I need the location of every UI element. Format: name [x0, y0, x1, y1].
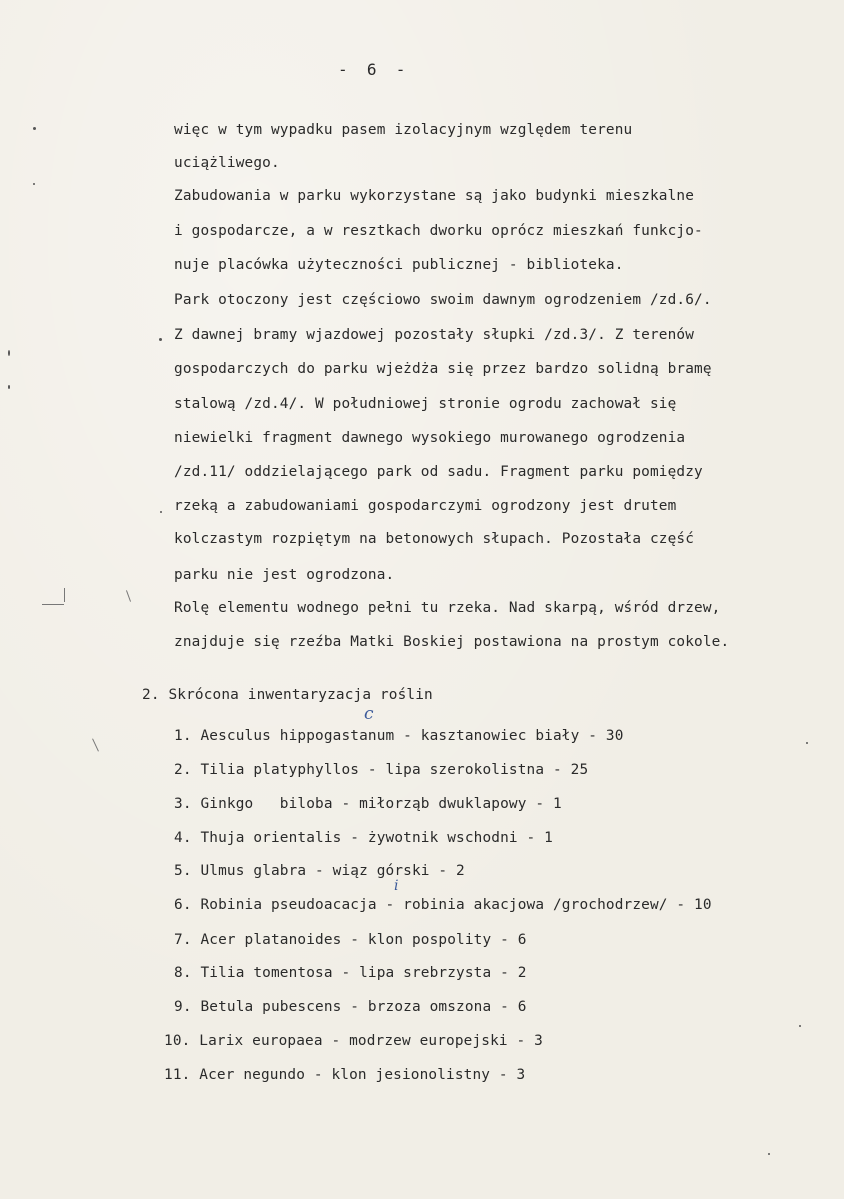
scan-speck [8, 350, 10, 356]
scan-scratch [64, 588, 65, 602]
scan-speck [8, 385, 10, 389]
paragraph-line: kolczastym rozpiętym na betonowych słupach. Pozostała część [174, 531, 695, 547]
list-item: 9. Betula pubescens - brzoza omszona - 6 [174, 999, 527, 1015]
paragraph-line: uciążliwego. [174, 155, 280, 171]
list-item: 4. Thuja orientalis - żywotnik wschodni - 1 [174, 830, 553, 846]
scan-speck [768, 1153, 770, 1155]
section-heading: 2. Skrócona inwentaryzacja roślin [142, 687, 433, 703]
paragraph-line: parku nie jest ogrodzona. [174, 567, 395, 583]
list-item: 8. Tilia tomentosa - lipa srebrzysta - 2 [174, 965, 527, 981]
paragraph-line: Rolę elementu wodnego pełni tu rzeka. Nad skarpą, wśród drzew, [174, 600, 721, 616]
paragraph-line: Park otoczony jest częściowo swoim dawnym ogrodzeniem /zd.6/. [174, 292, 712, 308]
scan-speck [799, 1025, 801, 1027]
scan-speck [806, 742, 808, 744]
paragraph-line: nuje placówka użyteczności publicznej - biblioteka. [174, 257, 624, 273]
paragraph-line: i gospodarcze, a w resztkach dworku oprócz mieszkań funkcjo- [174, 223, 703, 239]
paragraph-line: Z dawnej bramy wjazdowej pozostały słupki /zd.3/. Z terenów [174, 327, 695, 343]
list-item: 2. Tilia platyphyllos - lipa szerokolistna - 25 [174, 762, 589, 778]
scan-scratch [92, 738, 99, 751]
paragraph-line: gospodarczych do parku wjeżdża się przez bardzo solidną bramę [174, 361, 712, 377]
list-item: 6. Robinia pseudoacacja - robinia akacjowa /grochodrzew/ - 10 [174, 897, 712, 913]
paragraph-line: /zd.11/ oddzielającego park od sadu. Fragment parku pomiędzy [174, 464, 703, 480]
list-item: 10. Larix europaea - modrzew europejski - 3 [164, 1033, 543, 1049]
handwritten-correction-c: c [364, 704, 374, 724]
scan-speck [33, 183, 35, 185]
list-item: 3. Ginkgo biloba - miłorząb dwuklapowy - 1 [174, 796, 562, 812]
scan-scratch [126, 590, 131, 602]
scan-scratch [42, 604, 64, 605]
paragraph-line: znajduje się rzeźba Matki Boskiej postawiona na prostym cokole. [174, 634, 730, 650]
paragraph-line: więc w tym wypadku pasem izolacyjnym względem terenu [174, 122, 633, 138]
list-item: 1. Aesculus hippogastanum - kasztanowiec biały - 30 [174, 728, 624, 744]
handwritten-correction-i: i [394, 878, 399, 894]
scan-speck [159, 338, 162, 341]
scan-speck [33, 127, 36, 130]
paragraph-line: Zabudowania w parku wykorzystane są jako budynki mieszkalne [174, 188, 695, 204]
list-item: 5. Ulmus glabra - wiąz górski - 2 [174, 863, 465, 879]
page-number: - 6 - [338, 60, 406, 79]
paragraph-line: rzeką a zabudowaniami gospodarczymi ogrodzony jest drutem [174, 498, 677, 514]
list-item: 11. Acer negundo - klon jesionolistny - 3 [164, 1067, 526, 1083]
scan-speck [160, 511, 162, 513]
paragraph-line: stalową /zd.4/. W południowej stronie ogrodu zachował się [174, 396, 677, 412]
paragraph-line: niewielki fragment dawnego wysokiego murowanego ogrodzenia [174, 430, 686, 446]
list-item: 7. Acer platanoides - klon pospolity - 6 [174, 932, 527, 948]
